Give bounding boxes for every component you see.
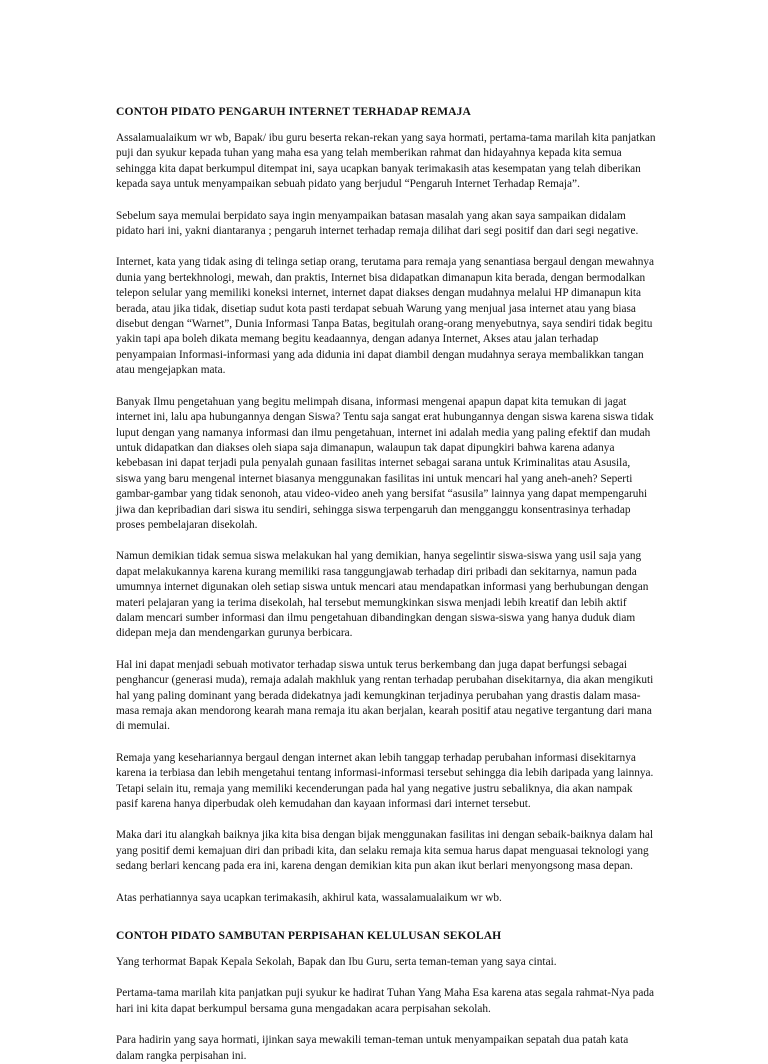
document-body xyxy=(116,104,656,1064)
section-title: CONTOH PIDATO PENGARUH INTERNET TERHADAP REMAJA xyxy=(116,105,472,118)
paragraph: Hal ini dapat menjadi sebuah motivator terhadap siswa untuk terus berkembang dan juga dapat berfungsi sebagai penghancur (generasi muda), remaja adalah makhluk yang rentan terhadap perubahan disekitarnya, dia akan mengikuti hal yang paling dominant yang berada didekatnya jadi kemungkinan terjadinya perubahan yang drastis dalam masa-masa remaja akan mendorong kearah mana remaja itu akan berjalan, kearah positif atau negative tergantung dari mana di memulai. xyxy=(116,658,654,733)
paragraph: Internet, kata yang tidak asing di telinga setiap orang, terutama para remaja yang senantiasa bergaul dengan mewahnya dunia yang bertekhnologi, mewah, dan praktis, Internet bisa didapatkan dimanapun kita berada, dengan bermodalkan telepon selular yang memiliki koneksi internet, internet dapat diakses dengan mudahnya melalui HP dimanapun kita berada, atau jika tidak, disetiap sudut kota pasti terdapat sebuah Warung yang menjual jasa internet atau yang biasa disebut dengan “Warnet”, Dunia Informasi Tanpa Batas, begitulah orang-orang menyebutnya, saya sendiri tidak begitu yakin tapi apa boleh dikata memang begitu keadaannya, dengan adanya Internet, Akses atau jalan terhadap penyampaian Informasi-informasi yang ada didunia ini dapat diambil dengan mudahnya seraya membalikkan tangan atau mengejapkan mata. xyxy=(116,256,655,377)
paragraph: Remaja yang kesehariannya bergaul dengan internet akan lebih tanggap terhadap perubahan informasi disekitarnya karena ia terbiasa dan lebih mengetahui tentang informasi-informasi tersebut sehingga dia lebih daripada yang lainnya. Tetapi selain itu, remaja yang memiliki kecenderungan pada hal yang negative justru sebaliknya, dia akan nampak pasif karena hanya diperbudak oleh kemudahan dan kayaan informasi dari internet tersebut. xyxy=(116,751,654,811)
paragraph: Pertama-tama marilah kita panjatkan puji syukur ke hadirat Tuhan Yang Maha Esa karena atas segala rahmat-Nya pada hari ini kita dapat berkumpul bersama guna mengadakan acara perpisahan sekolah. xyxy=(116,987,654,1015)
paragraph: Para hadirin yang saya hormati, ijinkan saya mewakili teman-teman untuk menyampaikan sepatah dua patah kata dalam rangka perpisahan ini. xyxy=(116,1034,629,1062)
paragraph: Sebelum saya memulai berpidato saya ingin menyampaikan batasan masalah yang akan saya sampaikan didalam pidato hari ini, yakni diantaranya ; pengaruh internet terhadap remaja dilihat dari segi positif dan dari segi negative. xyxy=(116,209,639,238)
paragraph: Namun demikian tidak semua siswa melakukan hal yang demikian, hanya segelintir siswa-siswa yang usil saja yang dapat melakukannya karena kurang memiliki rasa tanggungjawab terhadap diri pribadi dan sekitarnya, namun pada umumnya internet digunakan oleh setiap siswa untuk mencari atau mendapatkan informasi yang berhubungan dengan materi pelajaran yang ia terima disekolah, hal tersebut memungkinkan siswa menjadi lebih kreatif dan lebih aktif dalam mencari sumber informasi dan ilmu pengetahuan dibandingkan dengan siswa-siswa yang hanya duduk diam didepan meja dan mendengarkan gurunya berbicara. xyxy=(116,550,649,640)
paragraph: Banyak Ilmu pengetahuan yang begitu melimpah disana, informasi mengenai apapun dapat kita temukan di jagat internet ini, lalu apa hubungannya dengan Siswa? Tentu saja sangat erat hubungannya dengan siswa karena siswa tidak luput dengan yang namanya informasi dan ilmu pengetahuan, internet ini adalah media yang paling efektif dan mudah untuk didapatkan dan diakses oleh siapa saja dimanapun, walaupun tak dapat dipungkiri bahwa karena adanya kebebasan ini dapat terjadi pula penyalah gunaan fasilitas internet sebagai sarana untuk Kriminalitas atau Asusila, siswa yang baru mengenal internet biasanya menggunakan fasilitas ini untuk mencari hal yang aneh-aneh? Seperti gambar-gambar yang tidak senonoh, atau video-video aneh yang bersifat “asusila” lainnya yang dapat mempengaruhi jiwa dan kepribadian dari siswa itu sendiri, sehingga siswa terpengaruh dan mengganggu konsentrasinya terhadap proses pembelajaran disekolah. xyxy=(116,395,654,531)
paragraph: Atas perhatiannya saya ucapkan terimakasih, akhirul kata, wassalamualaikum wr wb. xyxy=(116,891,502,904)
paragraph: Yang terhormat Bapak Kepala Sekolah, Bapak dan Ibu Guru, serta teman-teman yang saya cintai. xyxy=(116,956,557,969)
paragraph: Assalamualaikum wr wb, Bapak/ ibu guru beserta rekan-rekan yang saya hormati, pertama-tama marilah kita panjatkan puji dan syukur kepada tuhan yang maha esa yang telah memberikan rahmat dan hidayahnya kepada kita semua sehingga kita dapat berkumpul ditempat ini, saya ucapkan banyak terimakasih atas kesempatan yang telah diberikan kepada saya untuk menyampaikan sebuah pidato yang berjudul “Pengaruh Internet Terhadap Remaja”. xyxy=(116,132,656,191)
section-title: CONTOH PIDATO SAMBUTAN PERPISAHAN KELULUSAN SEKOLAH xyxy=(116,929,502,943)
paragraph: Maka dari itu alangkah baiknya jika kita bisa dengan bijak menggunakan fasilitas ini dengan sebaik-baiknya dalam hal yang positif demi kemajuan diri dan pribadi kita, dan selaku remaja kita semua harus dapat menguasai teknologi yang sedang berlari kencang pada era ini, karena dengan demikian kita pun akan ikut berlari menyongsong masa depan. xyxy=(116,829,654,873)
